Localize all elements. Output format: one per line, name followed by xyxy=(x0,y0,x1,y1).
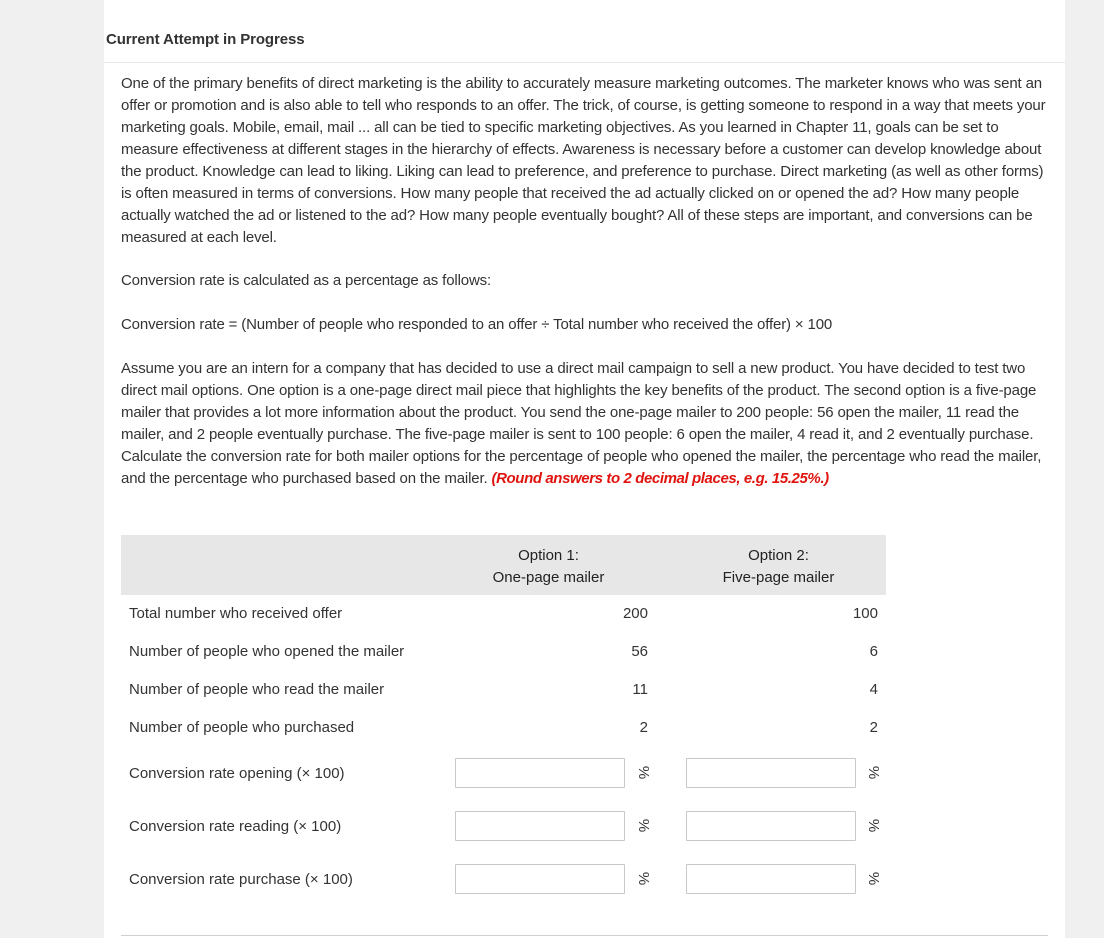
option2-reading-rate-input[interactable] xyxy=(686,811,856,841)
option2-value: 2 xyxy=(869,719,878,736)
scenario-text: Assume you are an intern for a company that has decided to use a direct mail campaign to sell a new product. You have decided to test two direct mail options. One option is a one-page direct mail piece that highlights the key benefits of the product. The second option is a five-page mailer that provides a lot more information about the product. You send the one-page mailer to 200 people: 56 open the mailer, 11 read the mailer, and 2 people eventually purchase. The five-page mailer is sent to 100 people: 6 open the mailer, 4 read it, and 2 eventually purchase. Calculate the conversion rate for both mailer options for the percentage of people who opened the mailer, the percentage who read the mailer, and the percentage who purchased based on the mailer. xyxy=(121,360,1042,487)
row-label: Number of people who read the mailer xyxy=(129,681,385,698)
option1-subtitle: One-page mailer xyxy=(492,569,605,586)
option2-opening-rate-input[interactable] xyxy=(686,758,856,788)
percent-unit: % xyxy=(635,871,653,886)
option1-opening-rate-input[interactable] xyxy=(455,758,625,788)
percent-unit: % xyxy=(865,818,883,833)
header-divider xyxy=(104,62,1065,63)
row-label: Total number who received offer xyxy=(129,605,343,622)
percent-unit: % xyxy=(635,765,653,780)
option1-reading-rate-input[interactable] xyxy=(455,811,625,841)
row-label: Conversion rate reading (× 100) xyxy=(129,818,342,835)
formula: Conversion rate = (Number of people who responded to an offer ÷ Total number who received the offer) × 100 xyxy=(121,316,833,333)
option1-value: 11 xyxy=(632,681,648,698)
percent-unit: % xyxy=(635,818,653,833)
row-label: Number of people who opened the mailer xyxy=(129,643,405,660)
option1-value: 2 xyxy=(639,719,648,736)
row-label: Conversion rate purchase (× 100) xyxy=(129,871,353,888)
question-panel xyxy=(104,0,1065,938)
bottom-divider xyxy=(121,935,1048,936)
option2-title: Option 2: xyxy=(748,547,809,564)
attempt-header: Current Attempt in Progress xyxy=(106,31,305,48)
column-header-option1 xyxy=(466,545,631,589)
option2-value: 4 xyxy=(869,681,878,698)
option1-purchase-rate-input[interactable] xyxy=(455,864,625,894)
scenario-paragraph xyxy=(121,358,1051,490)
option1-value: 56 xyxy=(631,643,648,660)
percent-unit: % xyxy=(865,871,883,886)
intro-paragraph: One of the primary benefits of direct marketing is the ability to accurately measure marketing outcomes. The marketer knows who was sent an offer or promotion and is also able to tell who responds to an offer. The trick, of course, is getting someone to respond in a way that meets your marketing goals. Mobile, email, mail ... all can be tied to specific marketing objectives. As you learned in Chapter 11, goals can be set to measure effectiveness at different stages in the hierarchy of effects. Awareness is necessary before a customer can develop knowledge about the product. Knowledge can lead to liking. Liking can lead to preference, and preference to purchase. Direct marketing (as well as other forms) is often measured in terms of conversions. How many people that received the ad actually clicked on or opened the ad? How many people actually watched the ad or listened to the ad? How many people eventually bought? All of these steps are important, and conversions can be measured at each level. xyxy=(121,75,1046,246)
option1-title: Option 1: xyxy=(518,547,579,564)
table-header xyxy=(121,535,886,595)
option2-purchase-rate-input[interactable] xyxy=(686,864,856,894)
rounding-instruction: (Round answers to 2 decimal places, e.g. 15.25%.) xyxy=(491,470,829,487)
formula-intro: Conversion rate is calculated as a percentage as follows: xyxy=(121,272,491,289)
percent-unit: % xyxy=(865,765,883,780)
row-label: Number of people who purchased xyxy=(129,719,355,736)
option1-value: 200 xyxy=(622,605,648,622)
column-header-option2 xyxy=(696,545,861,589)
option2-value: 6 xyxy=(869,643,878,660)
option2-subtitle: Five-page mailer xyxy=(722,569,835,586)
option2-value: 100 xyxy=(852,605,878,622)
row-label: Conversion rate opening (× 100) xyxy=(129,765,345,782)
